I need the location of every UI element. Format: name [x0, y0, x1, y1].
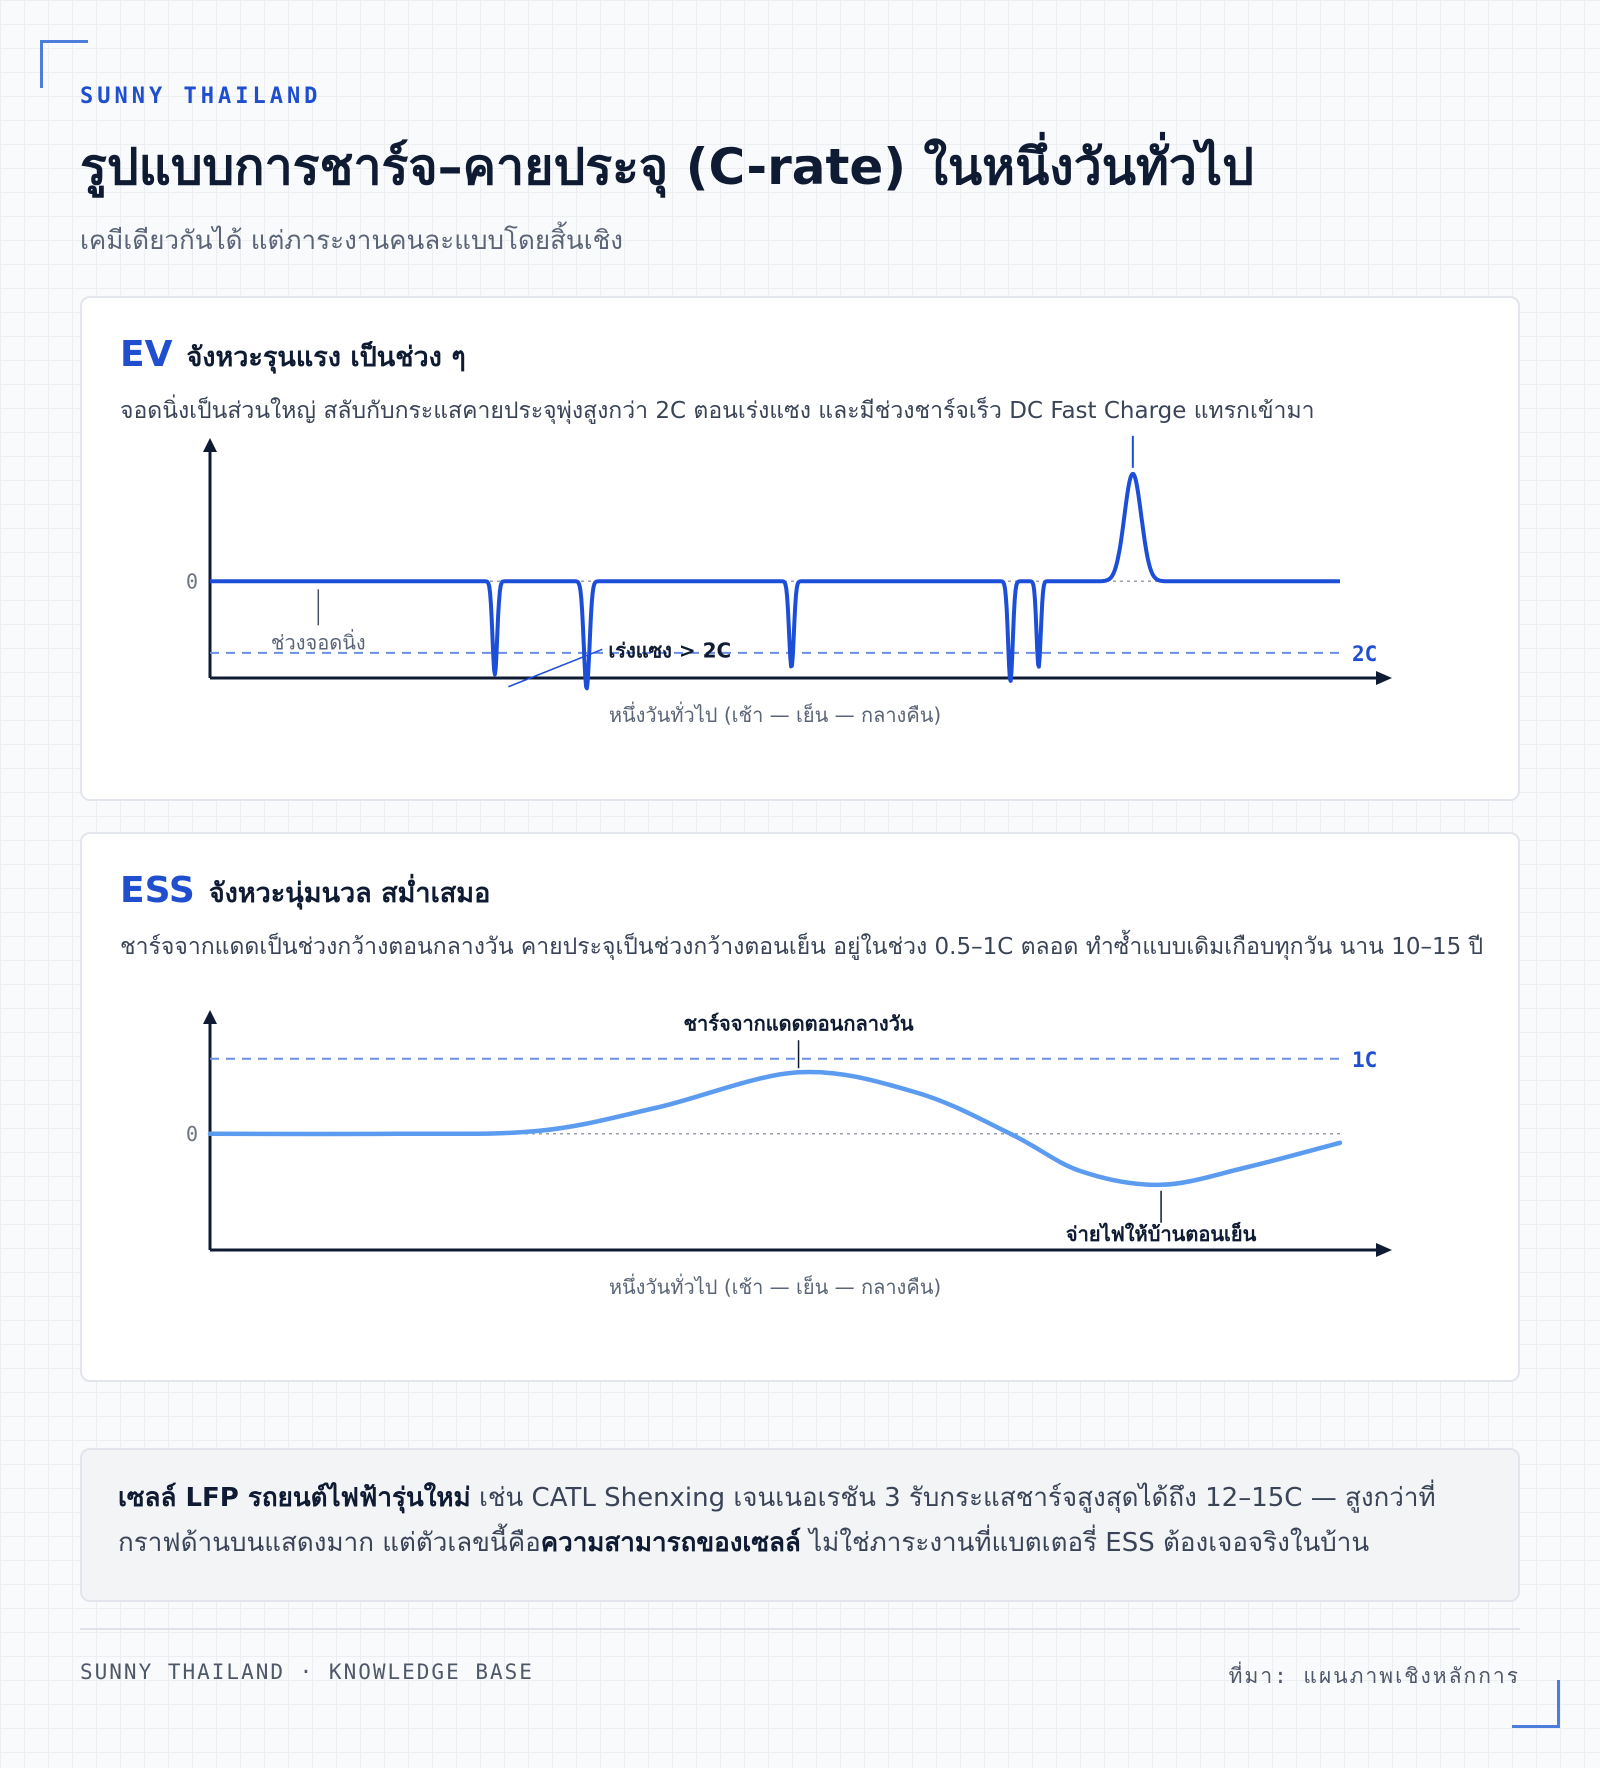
footer-brand: SUNNY THAILAND · KNOWLEDGE BASE — [80, 1660, 534, 1684]
note-bold-lead: เซลล์ LFP รถยนต์ไฟฟ้ารุ่นใหม่ — [118, 1483, 471, 1513]
ess-zero-tick-label: 0 — [185, 1121, 198, 1146]
footer-source: ที่มา: แผนภาพเชิงหลักการ — [1228, 1664, 1520, 1688]
ev-card-description: จอดนิ่งเป็นส่วนใหญ่ สลับกับกระแสคายประจุพุ่งสูงกว่า 2C ตอนเร่งแซง และมีช่วงชาร์จเร็ว DC Fast Charge แทรกเข้ามา — [120, 398, 1315, 424]
ess-series-line — [210, 1072, 1340, 1185]
ev-chart-card — [80, 296, 1520, 801]
note-text-2: ไม่ใช่ภาระงานที่แบตเตอรี่ ESS ต้องเจอจริงในบ้าน — [800, 1528, 1370, 1558]
ess-y-axis-arrow — [203, 1010, 217, 1024]
page-title: รูปแบบการชาร์จ–คายประจุ (C-rate) ในหนึ่งวันทั่วไป — [80, 138, 1254, 196]
ess-card-description: ชาร์จจากแดดเป็นช่วงกว้างตอนกลางวัน คายประจุเป็นช่วงกว้างตอนเย็น อยู่ในช่วง 0.5–1C ตลอด ทำซ้ำแบบเดิมเกือบทุกวัน นาน 10–15 ปี — [120, 934, 1484, 960]
ess-discharge-annotation: จ่ายไฟให้บ้านตอนเย็น — [1065, 1221, 1257, 1246]
page-subtitle: เคมีเดียวกันได้ แต่ภาระงานคนละแบบโดยสิ้นเชิง — [80, 226, 623, 256]
ev-overtake-annotation: เร่งแซง > 2C — [608, 638, 732, 663]
ev-card-heading — [120, 334, 466, 378]
ev-y-axis-arrow — [203, 438, 217, 452]
note-text-1: เช่น CATL Shenxing เจนเนอเรชัน 3 รับกระแสชาร์จสูงสุดได้ถึง 12–15C — สูงกว่าที่กราฟด้านบนแสดงมาก แต่ตัวเลขนี้คือ — [118, 1483, 1436, 1558]
ev-tag: EV — [120, 334, 173, 375]
info-note — [80, 1448, 1520, 1602]
footer-divider — [80, 1628, 1520, 1630]
ess-chart — [82, 1000, 1522, 1380]
ess-x-axis-label: หนึ่งวันทั่วไป (เช้า — เย็น — กลางคืน) — [608, 1275, 942, 1299]
ess-reference-label: 1C — [1352, 1047, 1378, 1072]
ev-series-line — [210, 474, 1340, 688]
ess-card-subtitle: จังหวะนุ่มนวล สม่ำเสมอ — [208, 878, 491, 909]
ev-x-axis-arrow — [1376, 671, 1392, 685]
ev-zero-tick-label: 0 — [185, 569, 198, 594]
ess-card-heading — [120, 870, 490, 914]
corner-bracket-top-left — [40, 40, 88, 88]
ess-chart-card — [80, 832, 1520, 1382]
ess-charge-annotation: ชาร์จจากแดดตอนกลางวัน — [683, 1011, 914, 1036]
ess-x-axis-arrow — [1376, 1243, 1392, 1257]
ev-card-subtitle: จังหวะรุนแรง เป็นช่วง ๆ — [186, 342, 466, 373]
note-bold-emphasis: ความสามารถของเซลล์ — [540, 1528, 801, 1558]
ev-chart — [82, 428, 1522, 808]
ev-parked-annotation: ช่วงจอดนิ่ง — [270, 630, 366, 655]
ev-x-axis-label: หนึ่งวันทั่วไป (เช้า — เย็น — กลางคืน) — [608, 703, 942, 727]
ess-tag: ESS — [120, 870, 195, 911]
brand-label: SUNNY THAILAND — [80, 84, 322, 109]
ev-reference-label: 2C — [1352, 641, 1378, 666]
